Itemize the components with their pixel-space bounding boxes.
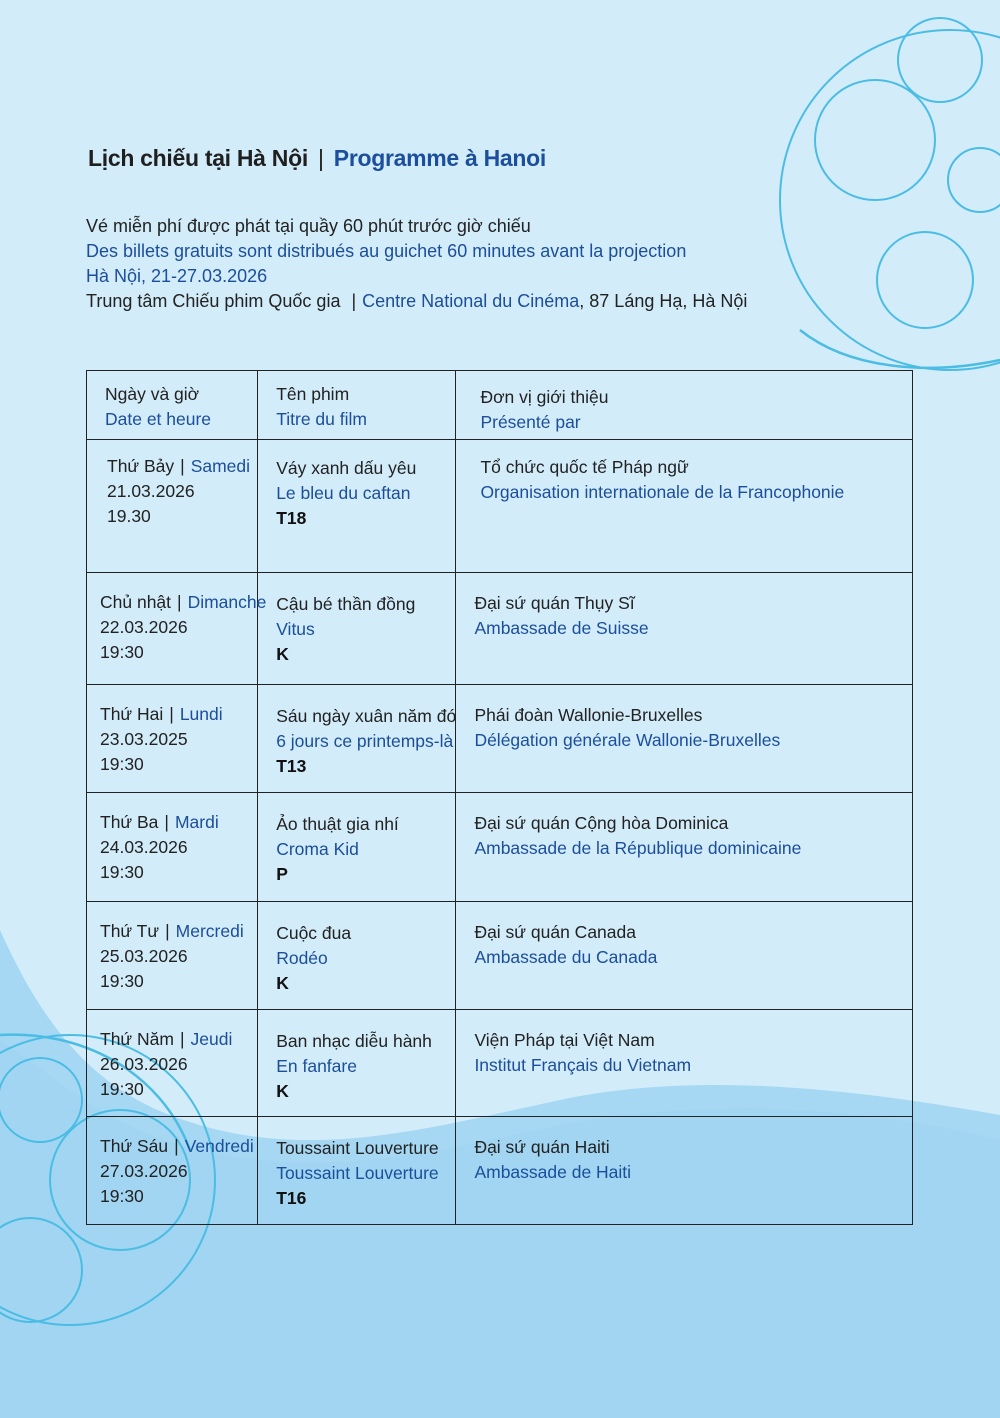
day-line xyxy=(100,590,267,615)
ticket-note-vi: Vé miễn phí được phát tại quầy 60 phút trước giờ chiếu xyxy=(86,216,531,236)
header-presenter-vi: Đơn vị giới thiệu xyxy=(480,387,609,407)
city-dates: Hà Nội, 21-27.03.2026 xyxy=(86,266,268,286)
presenter-fr: Ambassade du Canada xyxy=(474,947,658,967)
film-cell xyxy=(258,793,456,902)
film-cell xyxy=(258,1117,456,1225)
film-title-vi: Váy xanh dấu yêu xyxy=(276,458,417,478)
header-date-vi: Ngày và giờ xyxy=(105,384,200,404)
time-value: 19:30 xyxy=(100,1079,144,1099)
day-separator: | xyxy=(164,812,169,832)
presenter-vi: Viện Pháp tại Việt Nam xyxy=(474,1030,655,1050)
time-value: 19:30 xyxy=(100,1186,144,1206)
header-presenter-cell xyxy=(456,371,913,440)
age-rating: T13 xyxy=(276,756,307,776)
table-header-row xyxy=(87,371,913,440)
day-vi: Thứ Tư xyxy=(100,921,160,941)
day-vi: Thứ Bảy xyxy=(107,456,175,476)
film-cell xyxy=(258,685,456,793)
table-row xyxy=(87,793,913,902)
table-row xyxy=(87,902,913,1010)
header-date-fr: Date et heure xyxy=(105,409,212,429)
film-title-fr: Vitus xyxy=(276,619,315,639)
presenter-cell xyxy=(456,1010,913,1117)
venue-line xyxy=(86,289,747,314)
day-line xyxy=(100,1134,257,1159)
date-value: 22.03.2026 xyxy=(100,617,188,637)
header-film-vi: Tên phim xyxy=(276,384,350,404)
presenter-vi: Tổ chức quốc tế Pháp ngữ xyxy=(480,457,689,477)
header-date-cell xyxy=(87,371,258,440)
film-title-fr: En fanfare xyxy=(276,1056,357,1076)
film-title-vi: Toussaint Louverture xyxy=(276,1138,439,1158)
presenter-vi: Phái đoàn Wallonie-Bruxelles xyxy=(474,705,703,725)
film-title-fr: 6 jours ce printemps-là xyxy=(276,731,454,751)
date-cell xyxy=(87,793,258,902)
date-cell xyxy=(87,902,258,1010)
film-title-vi: Sáu ngày xuân năm đó xyxy=(276,706,457,726)
venue-fr: Centre National du Cinéma xyxy=(362,291,580,311)
venue-vi: Trung tâm Chiếu phim Quốc gia xyxy=(86,291,341,311)
ticket-note-fr: Des billets gratuits sont distribués au guichet 60 minutes avant la projection xyxy=(86,241,687,261)
date-cell xyxy=(87,685,258,793)
age-rating: T16 xyxy=(276,1188,307,1208)
time-value: 19:30 xyxy=(100,862,144,882)
time-value: 19:30 xyxy=(100,754,144,774)
age-rating: T18 xyxy=(276,508,307,528)
presenter-fr: Organisation internationale de la Francophonie xyxy=(480,482,845,502)
title-french: Programme à Hanoi xyxy=(333,145,546,171)
date-cell xyxy=(87,1010,258,1117)
time-value: 19:30 xyxy=(100,642,144,662)
page-title xyxy=(88,145,546,172)
date-cell xyxy=(87,1117,258,1225)
day-vi: Thứ Hai xyxy=(100,704,164,724)
date-value: 25.03.2026 xyxy=(100,946,188,966)
presenter-cell xyxy=(456,573,913,685)
age-rating: K xyxy=(276,1081,289,1101)
film-title-vi: Cậu bé thần đồng xyxy=(276,594,416,614)
day-separator: | xyxy=(174,1136,179,1156)
presenter-vi: Đại sứ quán Thụy Sĩ xyxy=(474,593,635,613)
age-rating: K xyxy=(276,644,289,664)
date-cell xyxy=(87,573,267,685)
date-value: 24.03.2026 xyxy=(100,837,188,857)
day-fr: Dimanche xyxy=(187,592,267,612)
table-row xyxy=(87,440,913,573)
presenter-cell xyxy=(456,793,913,902)
presenter-vi: Đại sứ quán Haiti xyxy=(474,1137,610,1157)
day-fr: Jeudi xyxy=(190,1029,233,1049)
date-value: 21.03.2026 xyxy=(107,481,195,501)
header-film-cell xyxy=(258,371,456,440)
day-separator: | xyxy=(177,592,182,612)
day-line xyxy=(100,1027,257,1052)
film-cell xyxy=(258,1010,456,1117)
presenter-vi: Đại sứ quán Cộng hòa Dominica xyxy=(474,813,729,833)
day-fr: Mardi xyxy=(174,812,219,832)
title-separator: | xyxy=(318,145,324,171)
table-row xyxy=(87,1117,913,1225)
film-title-fr: Le bleu du caftan xyxy=(276,483,411,503)
film-title-fr: Croma Kid xyxy=(276,839,359,859)
day-separator: | xyxy=(165,921,170,941)
day-vi: Thứ Ba xyxy=(100,812,159,832)
presenter-cell xyxy=(456,902,913,1010)
info-block xyxy=(86,214,747,314)
header-presenter-fr: Présenté par xyxy=(480,412,581,432)
header-film-fr: Titre du film xyxy=(276,409,367,429)
title-vietnamese: Lịch chiếu tại Hà Nội xyxy=(88,145,308,171)
film-title-vi: Cuộc đua xyxy=(276,923,352,943)
venue-address: , 87 Láng Hạ, Hà Nội xyxy=(579,291,748,311)
presenter-fr: Institut Français du Vietnam xyxy=(474,1055,692,1075)
film-title-vi: Ảo thuật gia nhí xyxy=(276,814,399,834)
presenter-cell xyxy=(456,440,913,573)
date-cell xyxy=(87,440,258,573)
day-fr: Lundi xyxy=(179,704,223,724)
film-cell xyxy=(258,573,456,685)
table-row xyxy=(87,1010,913,1117)
presenter-fr: Ambassade de la République dominicaine xyxy=(474,838,802,858)
age-rating: P xyxy=(276,864,288,884)
age-rating: K xyxy=(276,973,289,993)
presenter-fr: Ambassade de Suisse xyxy=(474,618,649,638)
day-vi: Thứ Năm xyxy=(100,1029,174,1049)
table-row xyxy=(87,685,913,793)
day-separator: | xyxy=(169,704,174,724)
presenter-cell xyxy=(456,1117,913,1225)
presenter-vi: Đại sứ quán Canada xyxy=(474,922,636,942)
day-fr: Vendredi xyxy=(184,1136,254,1156)
schedule-table xyxy=(86,370,913,1225)
presenter-cell xyxy=(456,685,913,793)
film-cell xyxy=(258,440,456,573)
film-title-fr: Toussaint Louverture xyxy=(276,1163,439,1183)
time-value: 19.30 xyxy=(107,506,151,526)
presenter-fr: Délégation générale Wallonie-Bruxelles xyxy=(474,730,781,750)
venue-separator: | xyxy=(351,291,357,311)
film-title-vi: Ban nhạc diễu hành xyxy=(276,1031,432,1051)
date-value: 23.03.2025 xyxy=(100,729,188,749)
presenter-fr: Ambassade de Haiti xyxy=(474,1162,632,1182)
day-line xyxy=(107,454,257,479)
date-value: 26.03.2026 xyxy=(100,1054,188,1074)
time-value: 19:30 xyxy=(100,971,144,991)
film-reel-icon xyxy=(780,18,1000,370)
day-vi: Thứ Sáu xyxy=(100,1136,169,1156)
day-line xyxy=(100,702,257,727)
day-fr: Samedi xyxy=(190,456,251,476)
date-value: 27.03.2026 xyxy=(100,1161,188,1181)
day-vi: Chủ nhật xyxy=(100,592,172,612)
day-fr: Mercredi xyxy=(175,921,244,941)
day-line xyxy=(100,919,257,944)
day-line xyxy=(100,810,257,835)
table-row xyxy=(87,573,913,685)
day-separator: | xyxy=(179,1029,185,1049)
film-title-fr: Rodéo xyxy=(276,948,328,968)
film-cell xyxy=(258,902,456,1010)
day-separator: | xyxy=(180,456,185,476)
